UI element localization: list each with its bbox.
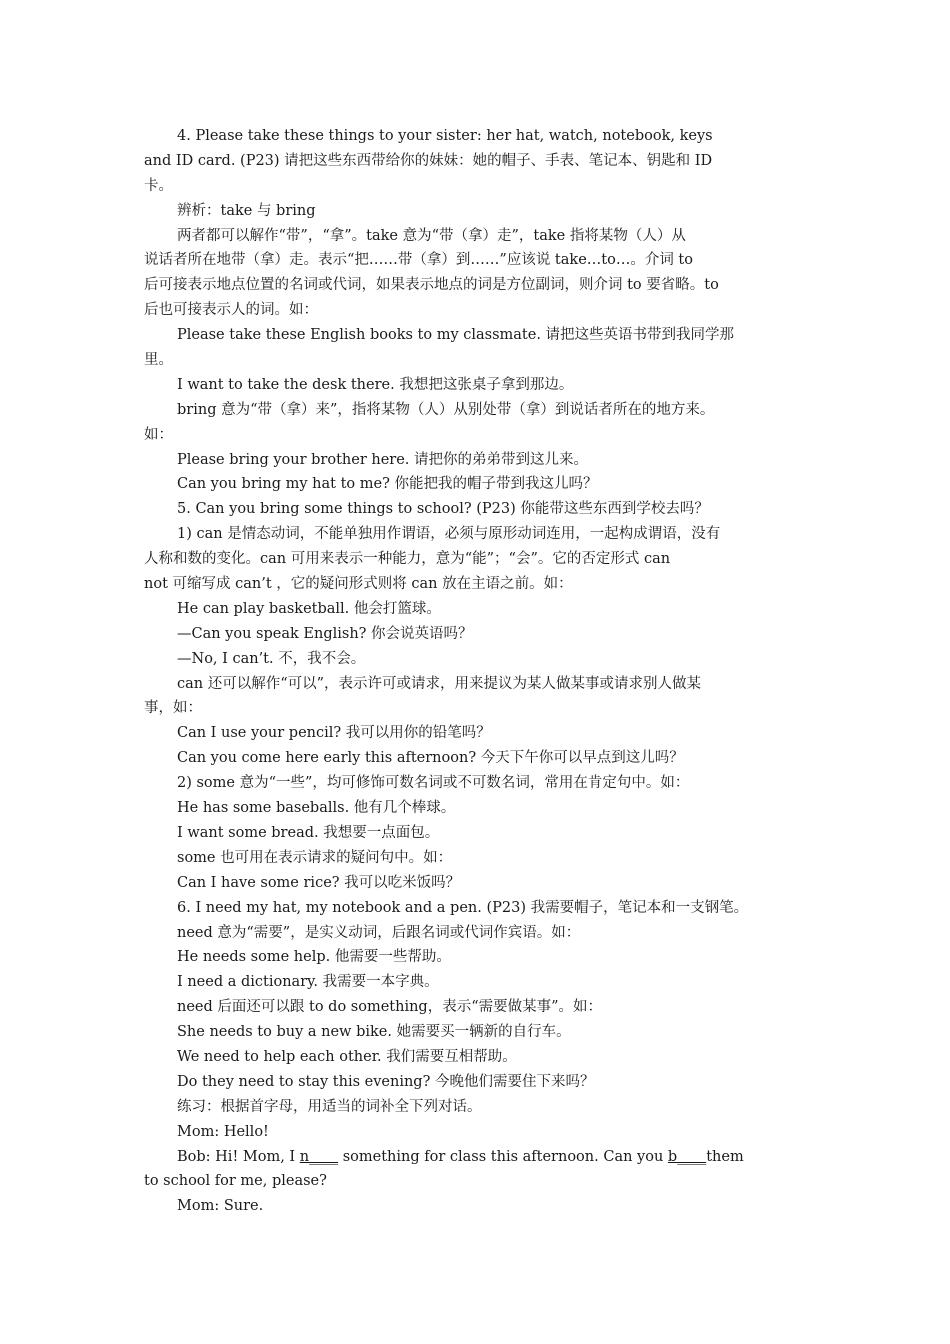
text-line: 卡。 bbox=[144, 177, 173, 194]
text-line: 6. I need my hat, my notebook and a pen. (P23) 我需要帽子，笔记本和一支钢笔。 bbox=[177, 899, 749, 916]
text-line: —No, I can’t. 不，我不会。 bbox=[177, 650, 366, 667]
text-line: 两者都可以解作“带”，“拿”。take 意为“带（拿）走”，take 指将某物（人）从 bbox=[177, 227, 686, 244]
text-line: —Can you speak English? 你会说英语吗？ bbox=[177, 625, 473, 642]
text-line: Can you come here early this afternoon? 今天下午你可以早点到这儿吗？ bbox=[177, 750, 684, 767]
text-line: 5. Can you bring some things to school? (P23) 你能带这些东西到学校去吗？ bbox=[177, 501, 709, 518]
text-line: 1) can 是情态动词，不能单独用作谓语，必须与原形动词连用，一起构成谓语，没有 bbox=[177, 526, 721, 543]
text-line: Can I have some rice? 我可以吃米饭吗？ bbox=[177, 874, 461, 891]
text-line: 事，如： bbox=[144, 700, 202, 717]
text-line: 4. Please take these things to your sister: her hat, watch, notebook, keys bbox=[177, 128, 713, 144]
text-line: 人称和数的变化。can 可用来表示一种能力，意为“能”；“会”。它的否定形式 can bbox=[144, 551, 671, 568]
text-line: 辨析：take 与 bring bbox=[177, 202, 316, 219]
text-line: I need a dictionary. 我需要一本字典。 bbox=[177, 974, 439, 991]
text-line: Please take these English books to my classmate. 请把这些英语书带到我同学那 bbox=[177, 327, 735, 344]
text-line: 说话者所在地带（拿）走。表示“把……带（拿）到……”应该说 take…to…。介词 to bbox=[144, 252, 693, 269]
exercise-bob-line bbox=[144, 1145, 810, 1170]
text-line: Do they need to stay this evening? 今晚他们需要住下来吗？ bbox=[177, 1073, 595, 1090]
text-line: some 也可用在表示请求的疑问句中。如： bbox=[177, 849, 453, 866]
text-line: 后也可接表示人的词。如： bbox=[144, 302, 318, 319]
text-line: I want to take the desk there. 我想把这张桌子拿到那边。 bbox=[177, 376, 574, 393]
exercise-mom-reply: Mom: Sure. bbox=[177, 1198, 264, 1215]
bob-suffix: them bbox=[706, 1148, 744, 1165]
text-line: 2) some 意为“一些”，均可修饰可数名词或不可数名词，常用在肯定句中。如： bbox=[177, 775, 690, 792]
text-line: He has some baseballs. 他有几个棒球。 bbox=[177, 800, 456, 817]
text-line: Please bring your brother here. 请把你的弟弟带到这儿来。 bbox=[177, 451, 589, 468]
fill-blank-1: n____ bbox=[299, 1148, 339, 1165]
text-line: He can play basketball. 他会打篮球。 bbox=[177, 600, 441, 617]
text-line: Can I use your pencil? 我可以用你的铅笔吗？ bbox=[177, 725, 491, 742]
document-body bbox=[144, 124, 810, 1219]
text-line: 练习：根据首字母，用适当的词补全下列对话。 bbox=[177, 1098, 482, 1115]
text-line: I want some bread. 我想要一点面包。 bbox=[177, 824, 440, 841]
text-line: need 意为“需要”，是实义动词，后跟名词或代词作宾语。如： bbox=[177, 924, 581, 941]
text-line: can 还可以解作“可以”，表示许可或请求，用来提议为某人做某事或请求别人做某 bbox=[177, 675, 702, 692]
exercise-bob-line-continued: to school for me, please? bbox=[144, 1173, 327, 1190]
text-line: and ID card. (P23) 请把这些东西带给你的妹妹：她的帽子、手表、笔记本、钥匙和 ID bbox=[144, 152, 713, 169]
text-line: Can you bring my hat to me? 你能把我的帽子带到我这儿吗？ bbox=[177, 476, 598, 493]
paragraph-lines bbox=[144, 124, 810, 1145]
text-line: 如： bbox=[144, 426, 173, 443]
text-line: bring 意为“带（拿）来”，指将某物（人）从别处带（拿）到说话者所在的地方来。 bbox=[177, 401, 715, 418]
bob-middle: something for class this afternoon. Can you bbox=[338, 1148, 668, 1165]
text-line: need 后面还可以跟 to do something，表示“需要做某事”。如： bbox=[177, 999, 603, 1016]
text-line: We need to help each other. 我们需要互相帮助。 bbox=[177, 1048, 517, 1065]
text-line: 里。 bbox=[144, 352, 173, 369]
text-line: Mom: Hello! bbox=[177, 1123, 269, 1140]
bob-prefix: Bob: Hi! Mom, I bbox=[177, 1148, 300, 1165]
text-line: 后可接表示地点位置的名词或代词，如果表示地点的词是方位副词，则介词 to 要省略。to bbox=[144, 277, 719, 294]
text-line: He needs some help. 他需要一些帮助。 bbox=[177, 949, 451, 966]
fill-blank-2: b____ bbox=[667, 1148, 707, 1165]
text-line: not 可缩写成 can’t ，它的疑问形式则将 can 放在主语之前。如： bbox=[144, 576, 573, 593]
text-line: She needs to buy a new bike. 她需要买一辆新的自行车。 bbox=[177, 1024, 571, 1041]
